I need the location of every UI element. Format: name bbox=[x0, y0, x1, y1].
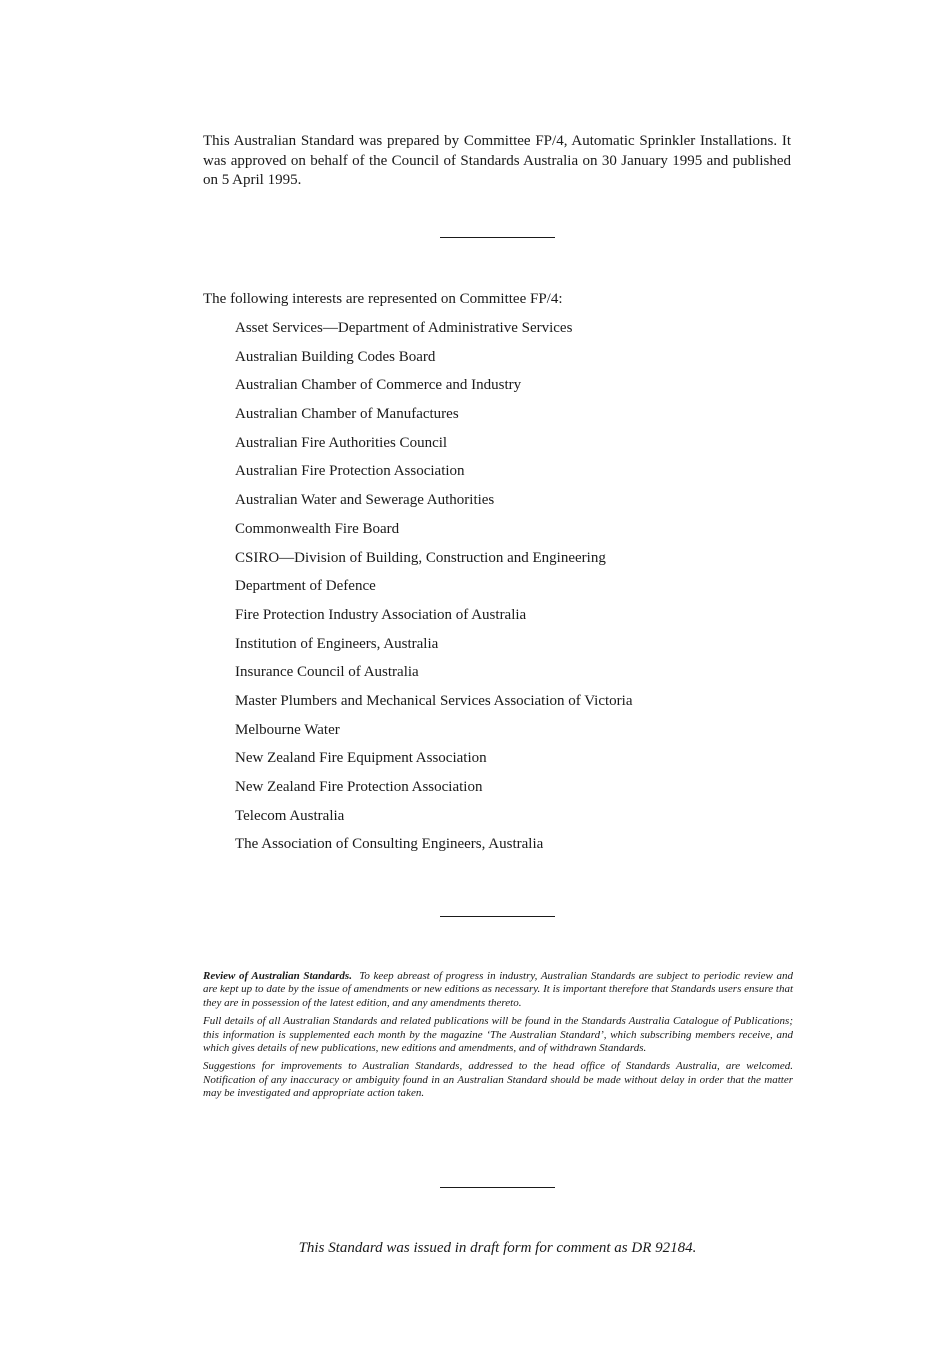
review-paragraph bbox=[203, 970, 793, 1010]
list-item: Commonwealth Fire Board bbox=[235, 520, 400, 537]
list-item: Master Plumbers and Mechanical Services Association of Victoria bbox=[235, 692, 633, 709]
review-lead: Review of Australian Standards. bbox=[203, 970, 352, 982]
list-item: Department of Defence bbox=[235, 578, 376, 595]
list-item: Australian Chamber of Manufactures bbox=[235, 406, 459, 423]
list-item: New Zealand Fire Protection Association bbox=[235, 779, 483, 795]
list-item: Institution of Engineers, Australia bbox=[235, 635, 439, 652]
review-paragraph: Full details of all Australian Standards and related publications will be found in the Standards Australia Catalogue of Publications; this information is supplemented each month by the magazine ‘The Australian Standard’, which subscribing members receive, and which gives details of new publications, new editions and amendments, and of withdrawn Standards. bbox=[203, 1015, 793, 1055]
review-text: To keep abreast of progress in industry, Australian Standards are subject to periodic review and are kept up to date by the issue of amendments or new editions as necessary. It is important therefore that Standards users ensure that they are in possession of the latest edition, and any amendments thereto. bbox=[203, 970, 793, 1009]
draft-note: This Standard was issued in draft form for comment as DR 92184. bbox=[298, 1240, 697, 1256]
section-divider bbox=[440, 237, 555, 238]
list-item: Insurance Council of Australia bbox=[235, 664, 419, 681]
list-item: Australian Chamber of Commerce and Industry bbox=[235, 377, 522, 394]
list-item: Australian Fire Protection Association bbox=[235, 463, 465, 480]
review-paragraph: Suggestions for improvements to Australian Standards, addressed to the head office of Standards Australia, are welcomed. Notification of any inaccuracy or ambiguity found in an Australian Standard should be made without delay in order that the matter may be investigated and appropriate action taken. bbox=[203, 1060, 793, 1100]
list-item: CSIRO—Division of Building, Construction and Engineering bbox=[235, 549, 606, 566]
list-item: New Zealand Fire Equipment Association bbox=[235, 750, 487, 767]
list-item: Australian Water and Sewerage Authorities bbox=[235, 492, 495, 509]
list-item: Fire Protection Industry Association of Australia bbox=[235, 606, 527, 623]
list-item: Australian Building Codes Board bbox=[235, 348, 436, 365]
list-item: Asset Services—Department of Administrative Services bbox=[235, 320, 573, 336]
list-item: Australian Fire Authorities Council bbox=[235, 434, 448, 451]
review-notice bbox=[203, 970, 793, 1106]
list-item: Telecom Australia bbox=[235, 807, 345, 824]
interests-list bbox=[235, 319, 632, 864]
preparation-statement: This Australian Standard was prepared by Committee FP/4, Automatic Sprinkler Installations. It was approved on behalf of the Council of Standards Australia on 30 January 1995 and published on 5 April 1995. bbox=[203, 133, 791, 188]
section-divider bbox=[440, 916, 555, 917]
list-item: Melbourne Water bbox=[235, 721, 340, 738]
section-divider bbox=[440, 1187, 555, 1188]
interests-heading: The following interests are represented on Committee FP/4: bbox=[203, 291, 563, 307]
list-item: The Association of Consulting Engineers, Australia bbox=[235, 836, 544, 853]
